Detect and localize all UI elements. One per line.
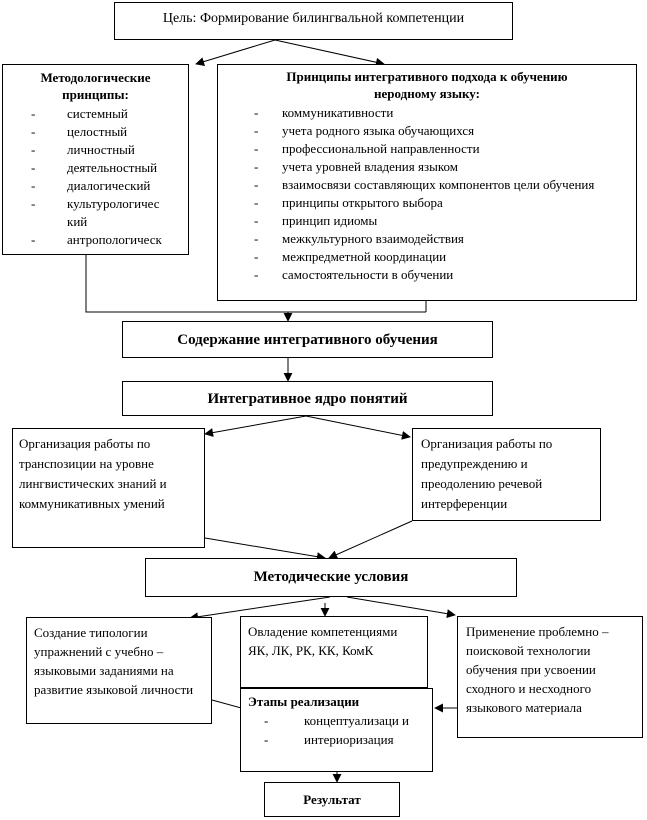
org-left-text: Организация работы по транспозиции на уровне лингвистических знаний и коммуникативных умений (19, 436, 167, 511)
content-text: Содержание интегративного обучения (177, 332, 438, 348)
arrow-core-to-left (205, 416, 306, 434)
result-box (264, 782, 400, 817)
conditions-box (145, 558, 517, 597)
dash: - (31, 160, 36, 175)
conditions-text: Методические условия (253, 569, 409, 585)
list-item: - системный (31, 106, 128, 121)
list-item: - концептуализаци и (264, 713, 409, 728)
list-item: - учета родного языка обучающихся (254, 123, 475, 138)
integrative-list (254, 104, 628, 284)
competencies-box (240, 616, 428, 688)
arrow-goal-to-integrative (275, 40, 384, 64)
dash: - (264, 713, 269, 728)
list-item: - коммуникативности (254, 105, 394, 120)
list-item: - учета уровней владения языком (254, 159, 458, 174)
core-text: Интегративное ядро понятий (207, 391, 408, 407)
dash: - (31, 124, 36, 139)
arrow-right-to-conditions (329, 521, 412, 558)
integrative-principles-box (217, 64, 637, 301)
list-item: - личностный (31, 142, 135, 157)
list-item: - принципы открытого выбора (254, 195, 443, 210)
arrow-left-to-conditions (205, 538, 325, 558)
dash: - (254, 249, 259, 264)
dash: - (264, 732, 269, 747)
org-right-text: Организация работы по предупреждению и преодолению речевой интерференции (421, 436, 553, 511)
dash: - (254, 267, 259, 282)
dash: - (254, 123, 259, 138)
list-item: - диалогический (31, 178, 151, 193)
dash: - (31, 196, 36, 211)
dash: - (254, 159, 259, 174)
arrow-core-to-right (306, 416, 410, 437)
result-text: Результат (303, 792, 361, 807)
dash: - (31, 232, 36, 247)
list-item: - целостный (31, 124, 128, 139)
org-left-box (12, 428, 205, 548)
content-box (122, 321, 493, 358)
list-item: - интериоризация (264, 732, 394, 747)
problem-search-box (457, 616, 643, 738)
arrow-conditions-to-typology (190, 597, 330, 618)
list-item: - межкультурного взаимодействия (254, 231, 464, 246)
methodological-title: Методологические принципы: (40, 70, 151, 102)
methodological-list (31, 105, 182, 249)
list-item: - самостоятельности в обучении (254, 267, 454, 282)
goal-box (114, 2, 513, 40)
list-item: - принцип идиомы (254, 213, 378, 228)
dash: - (254, 141, 259, 156)
dash: - (254, 231, 259, 246)
methodological-principles-box (2, 64, 189, 255)
problem-search-text: Применение проблемно – поисковой технологии обучения при усвоении сходного и несходного языкового материала (466, 624, 609, 715)
list-item: - антропологическ (31, 232, 162, 247)
list-item: - деятельностный (31, 160, 158, 175)
list-item: - профессиональной направленности (254, 141, 480, 156)
dash: - (31, 178, 36, 193)
dash: - (254, 105, 259, 120)
dash: - (31, 142, 36, 157)
stages-box (240, 688, 433, 772)
typology-box (26, 617, 212, 724)
dash: - (254, 177, 259, 192)
arrow-conditions-to-problem (347, 597, 455, 615)
list-item: - взаимосвязи составляющих компонентов цели обучения (254, 177, 595, 192)
core-box (122, 381, 493, 416)
stages-title: Этапы реализации (248, 694, 360, 709)
dash: - (31, 106, 36, 121)
dash: - (254, 213, 259, 228)
goal-text: Цель: Формирование билингвальной компетенции (162, 11, 465, 26)
integrative-title: Принципы интегративного подхода к обучению неродному языку: (286, 69, 568, 101)
stages-list (264, 711, 426, 749)
typology-text: Создание типологии упражнений с учебно – языковыми заданиями на развитие языковой личности (34, 625, 194, 697)
list-item: - культурологичес кий (31, 196, 160, 229)
dash: - (254, 195, 259, 210)
competencies-text: Овладение компетенциями ЯК, ЛК, РК, КК, КомК (248, 624, 398, 658)
org-right-box (412, 428, 601, 521)
arrow-goal-to-methodological (196, 40, 275, 64)
list-item: - межпредметной координации (254, 249, 447, 264)
